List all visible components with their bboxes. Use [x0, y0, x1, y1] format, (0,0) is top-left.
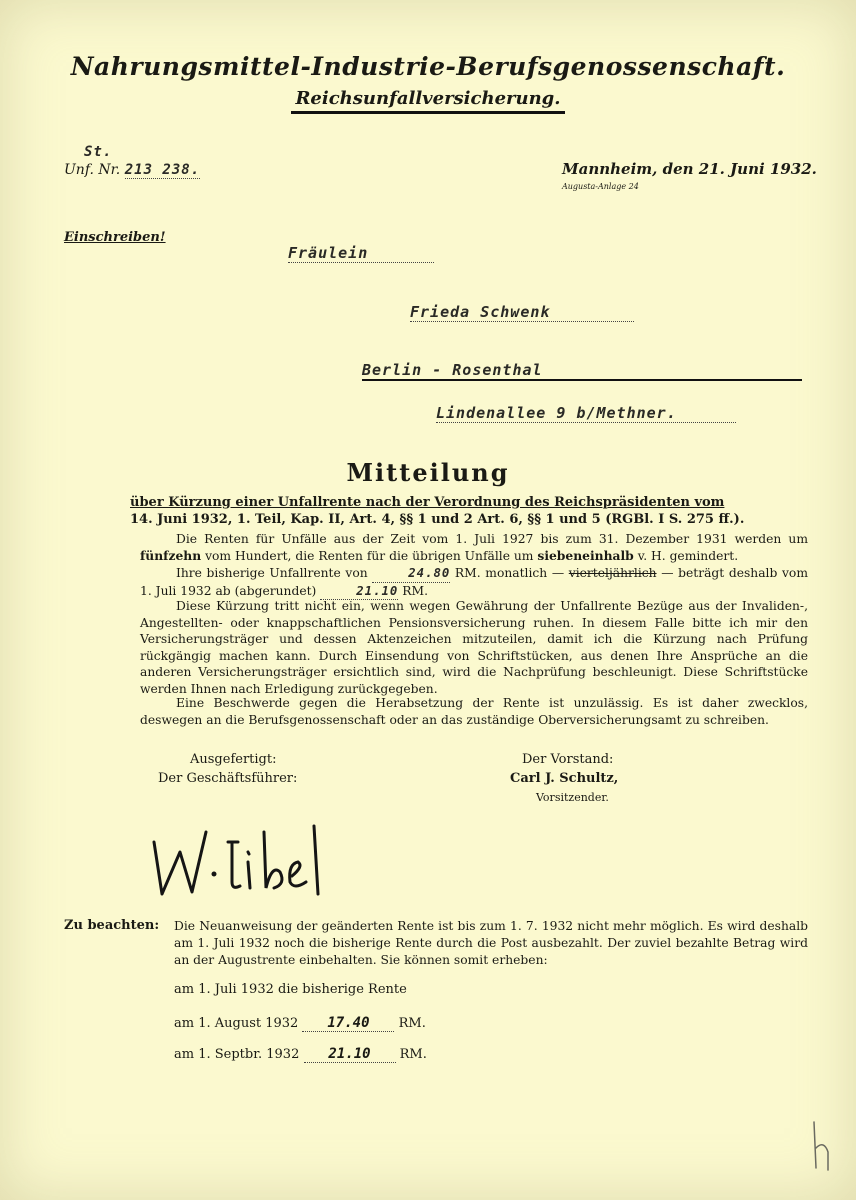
reference-label: Unf. Nr. [64, 162, 121, 178]
paragraph-appeal: Eine Beschwerde gegen die Herabsetzung der Rente ist unzulässig. Es ist daher zwecklos, deswegen an die Berufsgenossenschaft oder an das zuständige Oberversicherungsamt zu schreiben. [140, 696, 808, 727]
subject-line-2: 14. Juni 1932, 1. Teil, Kap. II, Art. 4, §§ 1 und 2 Art. 6, §§ 1 und 5 (RGBl. I S. 275 ff.). [130, 512, 745, 527]
payment-september-label: am 1. Septbr. 1932 [174, 1047, 300, 1062]
p1-text-c: vom Hundert, die Renten für die übrigen Unfälle um [205, 548, 534, 563]
notice-text: Die Neuanweisung der geänderten Rente ist bis zum 1. 7. 1932 nicht mehr möglich. Es wird deshalb am 1. Juli 1932 noch die bisherige Rente durch die Post ausbezahlt. Der zuviel bezahlte Betrag wird an der Augustrente einbehalten. Sie können somit erheben: [174, 919, 808, 967]
reference-number-line [64, 162, 200, 179]
reference-number: 213 238. [124, 162, 201, 178]
p2-text-d: RM. [402, 583, 428, 598]
place-date: Mannheim, den 21. Juni 1932. [562, 160, 817, 178]
recipient-salutation: Fräulein [288, 244, 434, 263]
struck-quarterly: vierteljährlich [568, 566, 657, 580]
managing-director-label: Der Geschäftsführer: [158, 771, 298, 786]
chairman-role: Vorsitzender. [536, 791, 609, 804]
subject-line [130, 494, 810, 528]
p1-text-a: Die Renten für Unfälle aus der Zeit vom 1. Juli 1927 bis zum 31. Dezember 1931 werden um [176, 532, 808, 546]
recipient-street: Lindenallee 9 b/Methner. [436, 404, 736, 423]
handwritten-signature [140, 812, 340, 902]
letterhead-organization: Nahrungsmittel-Industrie-Berufsgenossenschaft. [70, 52, 786, 81]
subject-line-1: über Kürzung einer Unfallrente nach der Verordnung des Reichspräsidenten vom [130, 495, 725, 510]
recipient-name: Frieda Schwenk [410, 303, 634, 322]
payment-september-amount: 21.10 [304, 1046, 396, 1063]
p2-text-b: RM. monatlich — [454, 566, 565, 580]
payment-august-unit: RM. [398, 1016, 426, 1031]
address-note: Augusta-Anlage 24 [562, 182, 639, 191]
new-pension-amount: 21.10 [320, 583, 398, 601]
previous-pension-amount: 24.80 [372, 565, 450, 583]
p2-text-a: Ihre bisherige Unfallrente von [176, 566, 368, 580]
p1-rate-fifteen: fünfzehn [140, 547, 202, 563]
chairman-name: Carl J. Schultz, [510, 771, 619, 786]
payment-row-august [174, 1015, 426, 1032]
paragraph-pension-amount [140, 565, 808, 600]
payment-row-september [174, 1046, 427, 1063]
payment-september-unit: RM. [399, 1047, 427, 1062]
document-title: Mitteilung [346, 458, 510, 487]
payment-august-label: am 1. August 1932 [174, 1016, 299, 1031]
recipient-city: Berlin - Rosenthal [362, 361, 802, 381]
p1-text-e: v. H. gemindert. [637, 548, 739, 563]
payment-august-amount: 17.40 [302, 1015, 394, 1032]
p1-rate-seven-half: siebeneinhalb [537, 547, 634, 563]
p2-text-c: — beträgt deshalb vom 1. Juli 1932 ab (abgerundet) [140, 566, 808, 598]
reference-prefix: St. [84, 144, 113, 160]
paragraph-reduction-rates [140, 531, 808, 564]
issued-label: Ausgefertigt: [190, 752, 277, 767]
paragraph-exception: Diese Kürzung tritt nicht ein, wenn wegen Gewährung der Unfallrente Bezüge aus der Invaliden-, Angestellten- oder knappschaftlichen Pensionsversicherung ruhen. In diesem Falle bitte ich mir den Versicherungsträger und dessen Aktenzeichen mitzuteilen, damit ich die Kürzung nach Prüfung rückgängig machen kann. Durch Einsendung von Schriftstücken, aus denen Ihre Ansprüche an die anderen Versicherungsträger ersichtlich sind, wird die Nachprüfung beschleunigt. Diese Schriftstücke werden Ihnen nach Erledigung zurückgegeben. [140, 599, 808, 696]
notice-label: Zu beachten: [64, 918, 160, 933]
payment-row-july: am 1. Juli 1932 die bisherige Rente [174, 982, 407, 997]
board-label: Der Vorstand: [522, 752, 614, 767]
letterhead-subtitle [0, 88, 856, 114]
pencil-mark [808, 1118, 834, 1174]
registered-mail-label: Einschreiben! [64, 230, 166, 245]
letterhead-subtitle-text: Reichsunfallversicherung. [291, 88, 564, 114]
